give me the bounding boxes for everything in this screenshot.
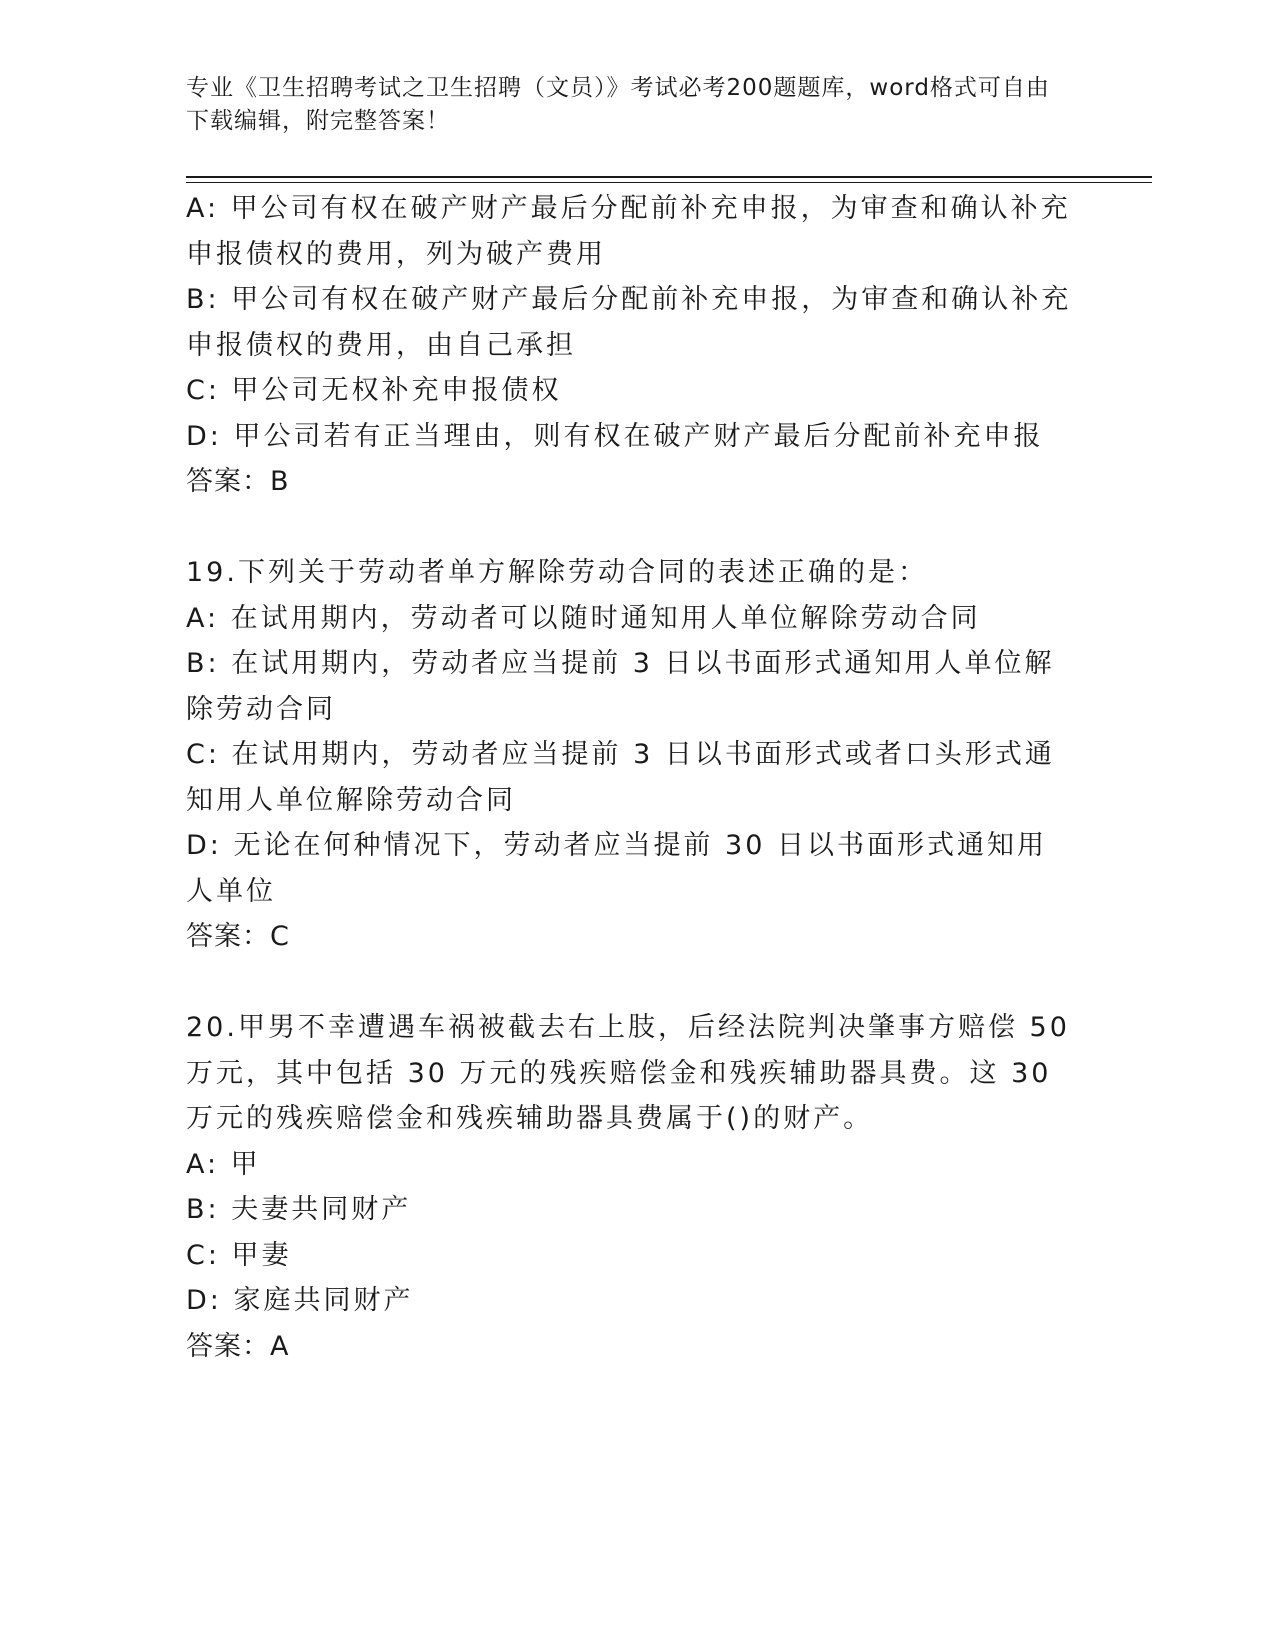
document-header: 专业《卫生招聘考试之卫生招聘（文员）》考试必考200题题库，word格式可自由下载编辑，附完整答案！ [186, 75, 1050, 134]
question-text: 20.甲男不幸遭遇车祸被截去右上肢，后经法院判决肇事方赔偿 50 万元，其中包括 30 万元的残疾赔偿金和残疾辅助器具费。这 30 万元的残疾赔偿金和残疾辅助器具费属于()的财产。 [186, 1012, 1082, 1134]
block-spacer [186, 960, 1076, 1006]
option-b: B: 在试用期内，劳动者应当提前 3 日以书面形式通知用人单位解除劳动合同 [186, 648, 1055, 725]
option-c: C: 甲妻 [186, 1239, 292, 1271]
question-content [186, 186, 1082, 1369]
option-d: D: 无论在何种情况下，劳动者应当提前 30 日以书面形式通知用人单位 [186, 830, 1047, 907]
question-text: 19.下列关于劳动者单方解除劳动合同的表述正确的是： [186, 557, 928, 588]
option-c: C: 在试用期内，劳动者应当提前 3 日以书面形式或者口头形式通知用人单位解除劳动合同 [186, 739, 1055, 816]
option-b: B: 夫妻共同财产 [186, 1194, 412, 1225]
answer-label: 答案：C [186, 921, 290, 952]
option-a: A: 在试用期内，劳动者可以随时通知用人单位解除劳动合同 [186, 602, 981, 634]
option-d: D: 甲公司若有正当理由，则有权在破产财产最后分配前补充申报 [186, 420, 1044, 452]
question-block-18 [186, 186, 1076, 505]
option-b: B: 甲公司有权在破产财产最后分配前补充申报，为审查和确认补充申报债权的费用，由自己承担 [186, 284, 1072, 361]
option-a: A: 甲 [186, 1148, 261, 1180]
answer-label: 答案：B [186, 466, 290, 497]
question-block-19 [186, 550, 1076, 960]
header-divider-thick [186, 176, 1152, 178]
option-d: D: 家庭共同财产 [186, 1285, 414, 1316]
header-divider-thin [186, 182, 1152, 183]
option-a: A: 甲公司有权在破产财产最后分配前补充申报，为审查和确认补充申报债权的费用，列为破产费用 [186, 193, 1071, 270]
question-block-20 [186, 1005, 1082, 1369]
block-spacer [186, 505, 1076, 551]
answer-label: 答案：A [186, 1330, 290, 1362]
option-c: C: 甲公司无权补充申报债权 [186, 375, 562, 406]
